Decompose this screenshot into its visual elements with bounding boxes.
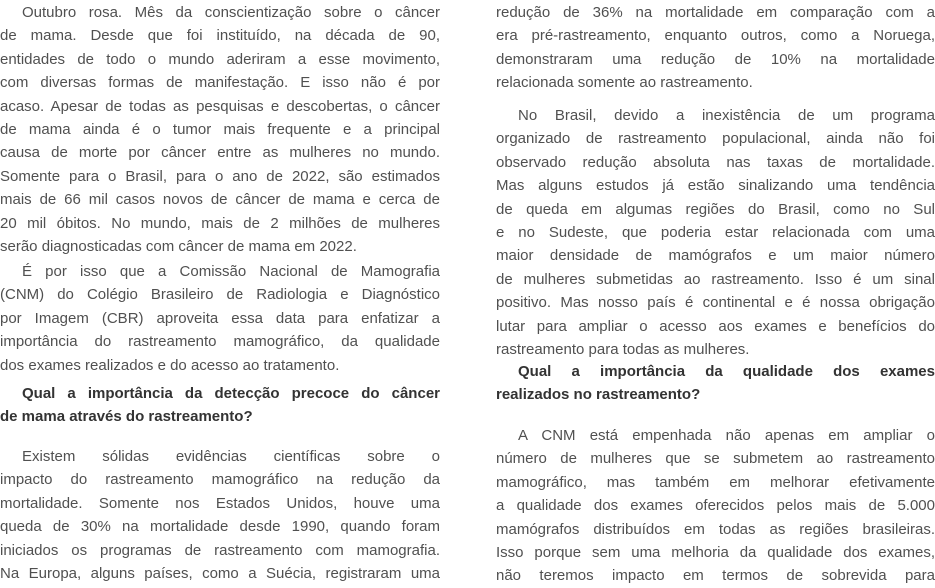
text-line: acaso. Apesar de todas as pesquisas e descobertas, o câncer xyxy=(0,97,440,115)
text-line: de queda em algumas regiões do Brasil, como no Sul xyxy=(496,200,935,218)
text-line: Outubro rosa. Mês da conscientização sobre o câncer xyxy=(22,4,440,21)
text-line: A CNM está empenhada não apenas em ampliar o xyxy=(518,427,935,444)
text-line: mais de 66 mil casos novos de câncer de mama e cerca de xyxy=(0,191,440,209)
text-line: lutar para ampliar o acesso aos exames e benefícios do xyxy=(496,317,935,335)
text-line: No Brasil, devido a inexistência de um programa xyxy=(518,107,935,124)
text-line: É por isso que a Comissão Nacional de Mamografia xyxy=(22,263,440,280)
text-line: Mas alguns estudos já estão sinalizando uma tendência xyxy=(496,177,935,195)
quality-paragraph xyxy=(496,424,935,588)
text-line: redução de 36% na mortalidade em comparação com a xyxy=(496,4,935,21)
text-line: de mama através do rastreamento? xyxy=(0,408,253,426)
text-line: dos exames realizados e do acesso ao tratamento. xyxy=(0,356,340,374)
intro-paragraph xyxy=(0,1,440,258)
text-line: era pré-rastreamento, enquanto outros, como a Noruega, xyxy=(496,27,935,45)
text-line: a qualidade dos exames oferecidos pelos mais de 5.000 xyxy=(496,497,935,515)
text-line: e no Sudeste, que poderia estar relacionada com uma xyxy=(496,223,935,241)
text-line: mamógrafos distribuídos em todas as regiões brasileiras. xyxy=(496,520,935,538)
text-line: positivo. Mas nosso país é continental e é nossa obrigação xyxy=(496,294,935,312)
text-line: com diversas formas de manifestação. E isso não é por xyxy=(0,74,440,92)
evidence-paragraph xyxy=(0,445,440,585)
text-line: relacionada somente ao rastreamento. xyxy=(496,74,753,92)
text-line: Somente para o Brasil, para o ano de 2022, são estimados xyxy=(0,167,440,185)
text-line: importância do rastreamento mamográfico, da qualidade xyxy=(0,333,440,351)
text-line: não teremos impacto em termos de sobrevida para xyxy=(496,567,935,585)
text-line: Qual a importância da detecção precoce do câncer xyxy=(22,385,440,402)
brazil-paragraph xyxy=(496,104,935,361)
text-line: Na Europa, alguns países, como a Suécia, registraram uma xyxy=(0,564,440,582)
text-line: mamográfico, mas também em melhorar efetivamente xyxy=(496,473,935,491)
text-line: demonstraram uma redução de 10% na mortalidade xyxy=(496,50,935,68)
text-line: de mulheres submetidas ao rastreamento. Isso é um sinal xyxy=(496,270,935,288)
text-line: mortalidade. Somente nos Estados Unidos, houve uma xyxy=(0,494,440,512)
text-line: Isso porque sem uma melhoria da qualidade dos exames, xyxy=(496,543,935,561)
cnm-paragraph xyxy=(0,260,440,377)
text-line: organizado de rastreamento populacional, ainda não foi xyxy=(496,130,935,148)
text-line: Qual a importância da qualidade dos exames xyxy=(518,363,935,380)
text-line: queda de 30% na mortalidade desde 1990, quando foram xyxy=(0,518,440,536)
section-heading-early-detection xyxy=(0,382,440,429)
text-line: maior densidade de mamógrafos e um maior número xyxy=(496,247,935,265)
text-line: rastreamento para todas as mulheres. xyxy=(496,340,750,358)
text-line: entidades de todo o mundo aderiram a esse movimento, xyxy=(0,50,440,68)
evidence-paragraph-continued xyxy=(496,1,935,95)
text-line: causa de morte por câncer entre as mulheres no mundo. xyxy=(0,144,440,162)
text-line: de mama. Desde que foi instituído, na década de 90, xyxy=(0,27,440,45)
text-line: iniciados os programas de rastreamento com mamografia. xyxy=(0,541,440,559)
text-line: por Imagem (CBR) aproveita essa data para enfatizar a xyxy=(0,309,440,327)
text-line: número de mulheres que se submetem ao rastreamento xyxy=(496,450,935,468)
text-line: serão diagnosticadas com câncer de mama em 2022. xyxy=(0,237,357,255)
section-heading-exam-quality xyxy=(496,360,935,407)
text-line: 20 mil óbitos. No mundo, mais de 2 milhões de mulheres xyxy=(0,214,440,232)
text-line: observado redução absoluta nas taxas de mortalidade. xyxy=(496,153,935,171)
text-line: de mama ainda é o tumor mais frequente e a principal xyxy=(0,120,440,138)
text-line: realizados no rastreamento? xyxy=(496,386,701,404)
text-line: Existem sólidas evidências científicas sobre o xyxy=(22,448,440,465)
text-line: (CNM) do Colégio Brasileiro de Radiologia e Diagnóstico xyxy=(0,286,440,304)
text-line: impacto do rastreamento mamográfico na redução da xyxy=(0,471,440,489)
